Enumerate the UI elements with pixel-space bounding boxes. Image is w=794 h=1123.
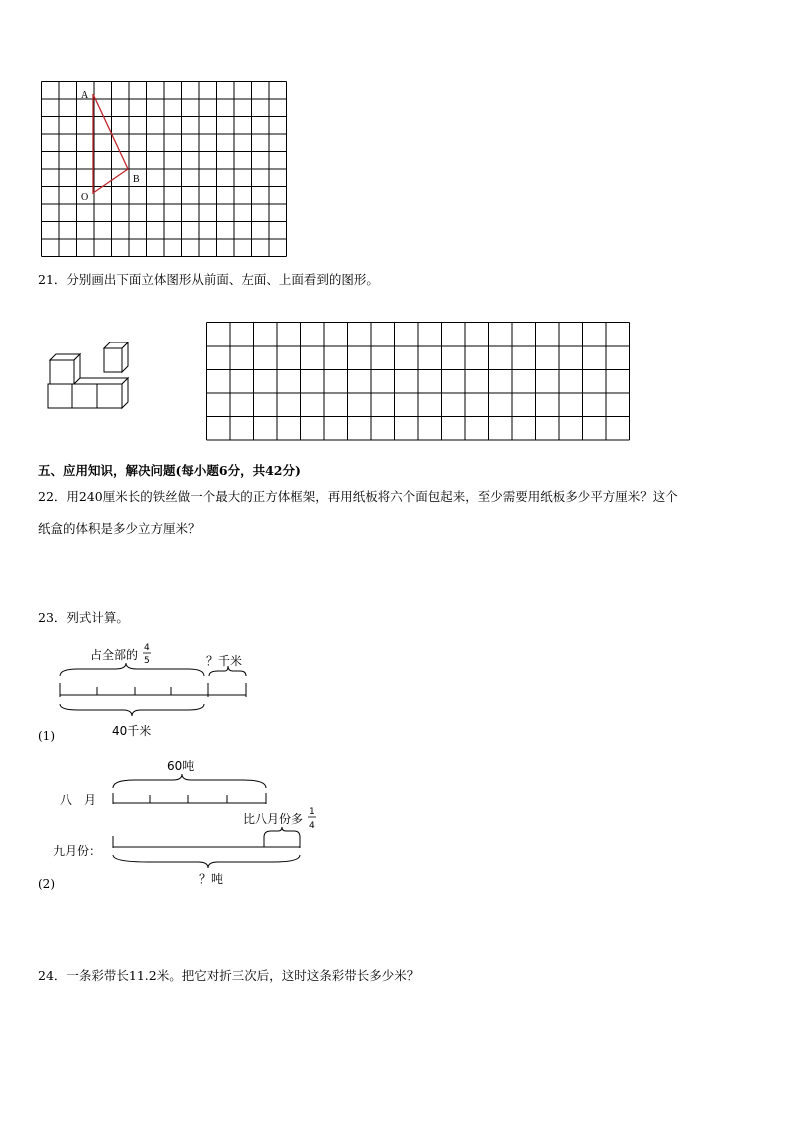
segment-diagram-2 xyxy=(38,757,328,887)
point-a-label: A xyxy=(81,90,89,101)
diagram-1-frac-num: 4 xyxy=(144,643,150,653)
diagram-2-more-prefix: 比八月份多 xyxy=(243,812,304,826)
section-5-heading: 五、应用知识，解决问题(每小题6分，共42分) xyxy=(38,463,301,478)
segment-diagram-1 xyxy=(38,636,268,746)
point-o-label: O xyxy=(81,192,89,203)
diagram-1-frac-den: 5 xyxy=(144,656,150,666)
drawing-grid xyxy=(205,321,635,444)
diagram-2-frac-num: 1 xyxy=(309,807,315,817)
question-21-text: 21．分别画出下面立体图形从前面、左面、上面看到的图形。 xyxy=(38,272,379,287)
coordinate-grid xyxy=(38,78,290,260)
diagram-2-index: (2) xyxy=(38,877,55,891)
diagram-2-aug-total: 60吨 xyxy=(167,759,195,773)
diagram-1-total: 40千米 xyxy=(112,724,152,738)
question-23-text: 23．列式计算。 xyxy=(38,610,129,625)
diagram-2-sep-label: 九月份： xyxy=(53,844,102,858)
triangle-AOB xyxy=(93,94,128,193)
diagram-1-index: (1) xyxy=(38,729,55,743)
question-24-text: 24．一条彩带长11.2米。把它对折三次后，这时这条彩带长多少米？ xyxy=(38,968,420,983)
diagram-2-frac-den: 4 xyxy=(309,821,315,831)
diagram-2-unknown: ？吨 xyxy=(199,872,224,886)
diagram-1-label-prefix: 占全部的 xyxy=(90,648,139,662)
question-22-line-2: 纸盒的体积是多少立方厘米？ xyxy=(38,521,201,536)
diagram-2-aug-label: 八 月 xyxy=(60,793,97,807)
point-b-label: B xyxy=(133,174,140,185)
question-22-line-1: 22．用240厘米长的铁丝做一个最大的正方体框架，再用纸板将六个面包起来，至少需要用纸板多少平方厘米？这个 xyxy=(38,489,678,504)
diagram-1-unknown: ？千米 xyxy=(206,654,243,668)
cube-stack-figure xyxy=(44,342,136,414)
